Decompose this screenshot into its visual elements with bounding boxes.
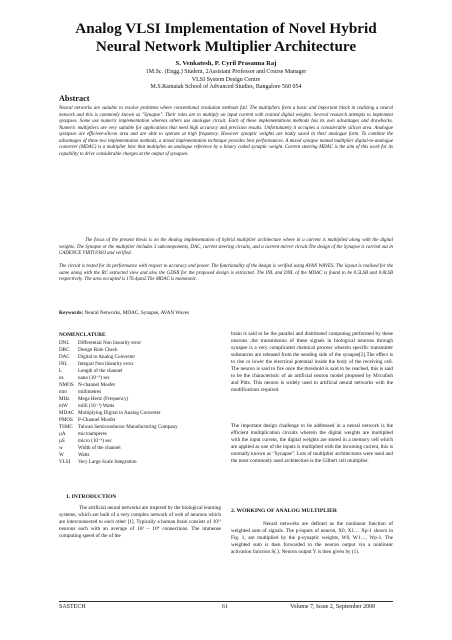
nomenclature-abbr: mm — [59, 389, 67, 395]
right-column-paragraph-1: brain is said to be the parallel and distributed computing performed by these neurons ,the transmission of these signals in biological neurons through synapse is a very complicated chemical process wherein specific transmitter substances are released from the sending side of the synapse[2].The effect is to rise or lower the electrical potential inside the body of the receiving cell. The neuron is said to fire once the threshold is said to be reached, this is said to be the characteristic of an artificial neuron model proposed by Mcculloh and Pitts. This neuron is widely used in artificial neural networks with the modifications required. — [231, 331, 393, 393]
section-2-heading: 2. WORKING OF ANALOG MULTIPLIER — [231, 508, 337, 514]
affiliation-school: M.S.Ramaiah School of Advanced Studies, Bangalore 560 054 — [150, 84, 302, 91]
nomenclature-abbr: MDAC — [59, 410, 75, 416]
nomenclature-row — [59, 417, 219, 424]
affiliation — [40, 69, 412, 92]
nomenclature-def: Integral Non linearity error — [78, 361, 134, 367]
nomenclature-def: Design Rule Check — [78, 347, 118, 353]
nomenclature-abbr: L — [59, 368, 63, 374]
nomenclature-def: micro (10⁻⁶) sec — [78, 438, 112, 444]
nomenclature-abbr: µS — [59, 438, 65, 444]
nomenclature-def: P-Channel Mosfet — [78, 417, 116, 423]
affiliation-roles: 1M.Sc. (Engg.) Student, 2Assistant Professor and Course Manager — [145, 69, 307, 75]
nomenclature-def: Length of the channel — [78, 368, 123, 374]
nomenclature-row — [59, 382, 219, 389]
abstract-paragraph-3: The circuit is tested for its performance with respect to accuracy and power. The functionality of the design is verified using AVAN WAVES. The layout is realised for the same along with the RC extracted view and also the GDSII for the proposed design is extracted. The INL and DNL of the MDAC is found to be 0.5LSB and 0.8LSB respectively. The area occupied is 176.4µm2.The MDAC is monotonic. — [59, 264, 393, 283]
nomenclature-abbr: W — [59, 452, 64, 458]
keywords — [59, 310, 393, 316]
nomenclature-row — [59, 438, 219, 445]
nomenclature-row — [59, 375, 219, 382]
nomenclature-abbr: µA — [59, 431, 66, 437]
right-column-paragraph-2: The important design challenge to be addressed in a neural network is the efficient multiplication circuits wherein the digital weights are multiplied with the input current, the digital weights are stored in a memory cell which are applied as one of the inputs is multiplied with the incoming current, this is normally known as "Synapse". Lots of multiplier architectures were used and the most commonly used architecture is the Gilbert cell multiplier. — [231, 423, 393, 464]
nomenclature-def: microamperes — [78, 431, 107, 437]
nomenclature-abbr: PMOS — [59, 417, 73, 423]
footer-journal: SASTECH — [59, 604, 86, 610]
nomenclature-row — [59, 354, 219, 361]
nomenclature-row — [59, 431, 219, 438]
nomenclature-abbr: w — [59, 445, 63, 451]
nomenclature-def: Width of the channel — [78, 445, 121, 451]
affiliation-centre: VLSI System Design Centre — [191, 76, 261, 83]
nomenclature-row — [59, 445, 219, 452]
abstract-paragraph-2: The focus of the present thesis is on the Analog implementation of hybrid multiplier architecture where in a current is multiplied along with the digital weights. The Synapse or the multiplier includes 3 subcomponents, DAC, current steering circuits, and a current mirror circuit.The design of the Synapse is carried out in CADENCE VIRTUOSO and verified. — [59, 238, 393, 257]
nomenclature-abbr: DNL — [59, 340, 70, 346]
nomenclature-row — [59, 424, 219, 431]
nomenclature-abbr: TSMC — [59, 424, 73, 430]
nomenclature-row — [59, 340, 219, 347]
nomenclature-abbr: ns — [59, 375, 64, 381]
nomenclature-def: Digital to Analog Converter — [78, 354, 136, 360]
nomenclature-row — [59, 452, 219, 459]
nomenclature-def: Differential Non linearity error — [78, 340, 142, 346]
title-line-1: Analog VLSI Implementation of Novel Hybrid — [75, 20, 377, 37]
nomenclature-def: Watts — [78, 452, 90, 458]
nomenclature-def: Mega Hertz (Frequency) — [78, 396, 129, 402]
nomenclature-def: millimetres — [78, 389, 102, 395]
nomenclature-list — [59, 340, 219, 466]
nomenclature-row — [59, 347, 219, 354]
section-1-heading: 1. INTRODUCTION — [66, 494, 117, 500]
nomenclature-row — [59, 361, 219, 368]
authors: S. Venkatesh, P. Cyril Prasanna Raj — [175, 60, 277, 67]
nomenclature-abbr: DRC — [59, 347, 70, 353]
nomenclature-abbr: DAC — [59, 354, 70, 360]
abstract-heading: Abstract — [59, 94, 90, 103]
abstract-paragraph-1: Neural networks are suitable to resolve problems where conventional resolution methods fail. The multipliers form a basic and important block in realizing a neural network and this is commonly known as "Synapse". Their roles are to multiply an input current with trained digital weights. Several research attempts to implement synapses. Some use numeric implementation whereas others use analogue circuit. Each of these implementations methods has its own advantages and drawbacks. Numeric multipliers are very suitable for applications that need high accuracy and precision results. Unfortunately it occupies a considerable silicon area. Analogue synapses are efficient-silicon area and are able to operate at high frequency. However synaptic weights are badly saved in their analogue form. To combine the advantages of these two implementation methods, a mixed implementation technique provides best performances. A mixed synapse named multiplier digital-to-analogue converter (MDAC) is a multiplier bloc that multiplies an analogue reference by a binary coded synaptic weight. Current steering MDAC is the aim of this work for its capability to drive considerable charges at the output of synapses. — [59, 106, 393, 157]
nomenclature-row — [59, 459, 219, 466]
section-2-text: Neural networks are defined as the nonlinear function of weighted sum of signals. The p-inputs of neuron, X0, X1… Xp-1 shown in Fig. 1, are multiplied by the p-synaptic weights, W0, W1…, Wp-1. The weighted sum is then forwarded to the neuron output via a nonlinear activation function S(.). Neuron output Y is then given by (1). — [231, 521, 393, 555]
nomenclature-def: Very Large Scale Integration — [78, 459, 137, 465]
nomenclature-abbr: MHz — [59, 396, 70, 402]
nomenclature-abbr: INL — [59, 361, 68, 367]
keywords-label: Keywords: — [59, 310, 84, 316]
nomenclature-row — [59, 368, 219, 375]
nomenclature-def: Multiplying Digital to Analog Converter — [78, 410, 161, 416]
keywords-list: Neural Networks, MDAC, Synapse, AVAN Waves — [84, 310, 189, 316]
nomenclature-abbr: VLSI — [59, 459, 71, 465]
nomenclature-abbr: NMOS — [59, 382, 74, 388]
nomenclature — [59, 332, 219, 466]
nomenclature-abbr: mW — [59, 403, 68, 409]
title-line-2: Neural Network Multiplier Architecture — [95, 38, 357, 55]
nomenclature-def: N-channel Mosfet — [78, 382, 115, 388]
section-1-text: The artificial neural networks are inspired by the biological learning systems, which are built of a very complex network of web of neurons which are interconnected to each other [1]. Typically a human brain consists of 10¹¹ neurons each with an average of 10³ – 10⁴ connections. The immense computing speed of the of the — [59, 505, 221, 539]
footer-page-number: 61 — [222, 604, 228, 610]
footer-rule — [59, 601, 393, 602]
paper-title — [60, 20, 392, 56]
nomenclature-row — [59, 403, 219, 410]
nomenclature-row — [59, 410, 219, 417]
nomenclature-def: Taiwan Semiconductor Manufacturing Company — [78, 424, 178, 430]
nomenclature-row — [59, 389, 219, 396]
nomenclature-title: NOMENCLATURE — [59, 332, 106, 338]
nomenclature-row — [59, 396, 219, 403]
footer-volume: Volume 7, Issue 2, September 2008 — [290, 604, 376, 610]
nomenclature-def: milli (10⁻³) Watts — [78, 403, 115, 409]
nomenclature-def: nano (10⁻⁹) sec — [78, 375, 110, 381]
